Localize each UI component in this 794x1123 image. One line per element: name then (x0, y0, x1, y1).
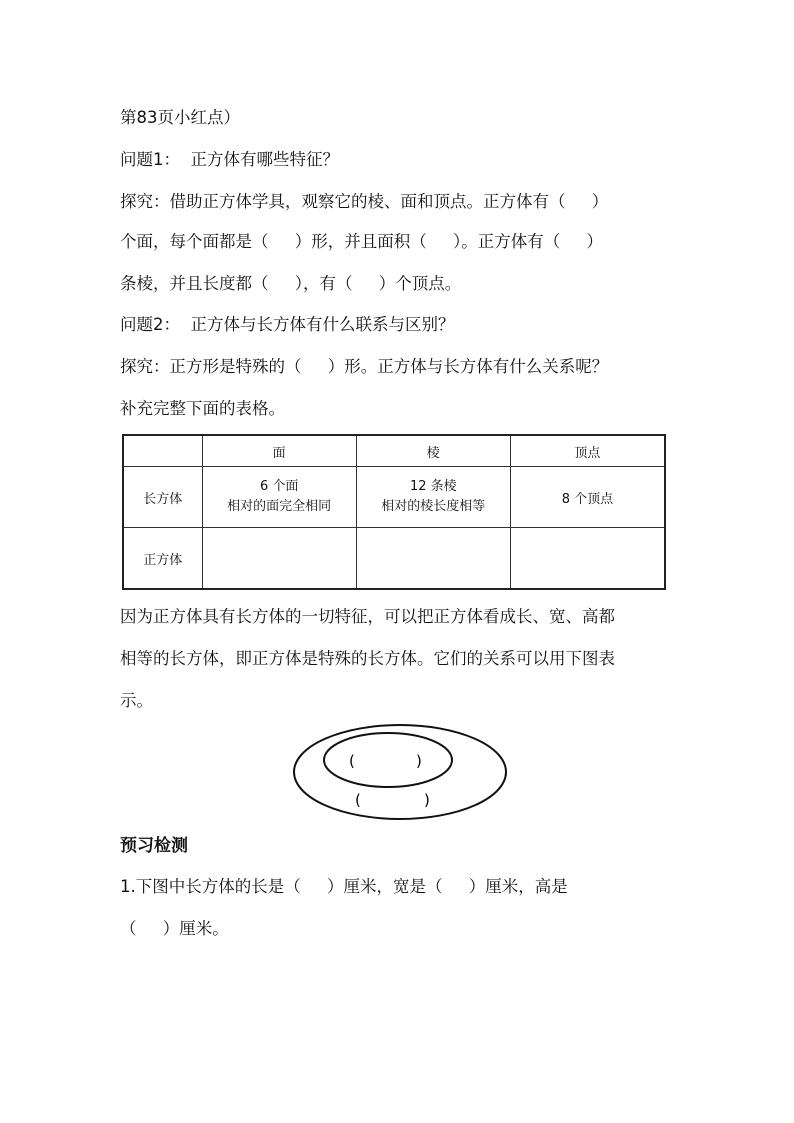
table-header-cell: 顶点 (510, 435, 665, 467)
table-cell (510, 528, 665, 590)
worksheet-header: 第83页小红点） (120, 108, 240, 127)
explanation-line-1: 因为正方体具有长方体的一切特征，可以把正方体看成长、宽、高都 (120, 607, 615, 626)
outer-paren-left: ( (355, 791, 361, 809)
table-cell: 8 个顶点 (510, 467, 665, 528)
exercise-1-line-2: （ ）厘米。 (120, 919, 229, 938)
inner-paren-right: ) (416, 752, 422, 770)
outer-ellipse (294, 725, 506, 819)
exercise-1-line-1: 1.下图中长方体的长是（ ）厘米，宽是（ ）厘米，高是 (120, 877, 568, 896)
table-header-cell: 棱 (356, 435, 510, 467)
table-cell (356, 467, 510, 528)
inner-paren-left: ( (349, 752, 355, 770)
inner-ellipse (324, 733, 452, 787)
outer-paren-right: ) (424, 791, 430, 809)
table-row (123, 467, 665, 528)
row-label: 正方体 (123, 528, 202, 590)
table-header-cell: 面 (202, 435, 356, 467)
explore-2-line-2: 补充完整下面的表格。 (120, 399, 285, 418)
cell-text: 6 个面 (259, 479, 299, 494)
explore-1-line-1: 探究：借助正方体学具，观察它的棱、面和顶点。正方体有（ ） (120, 192, 609, 211)
table-cell (202, 528, 356, 590)
table-cell (202, 467, 356, 528)
explore-2-line-1: 探究：正方形是特殊的（ ）形。正方体与长方体有什么关系呢？ (120, 357, 609, 376)
row-label: 长方体 (123, 467, 202, 528)
question-1: 问题1： 正方体有哪些特征？ (120, 150, 339, 169)
explanation-line-3: 示。 (120, 691, 153, 710)
section-title: 预习检测 (120, 836, 188, 856)
table-header-row (123, 435, 665, 467)
cell-text: 相对的面完全相同 (227, 499, 332, 514)
comparison-table (122, 434, 666, 590)
explanation-line-2: 相等的长方体，即正方体是特殊的长方体。它们的关系可以用下图表 (120, 649, 615, 668)
explore-1-line-3: 条棱，并且长度都（ ），有（ ）个顶点。 (120, 274, 462, 293)
cell-text: 12 条棱 (409, 479, 457, 494)
cell-text: 相对的棱长度相等 (381, 499, 486, 514)
table-row (123, 528, 665, 590)
explore-1-line-2: 个面，每个面都是（ ）形，并且面积（ ）。正方体有（ ） (120, 232, 603, 251)
question-2: 问题2： 正方体与长方体有什么联系与区别？ (120, 315, 455, 334)
table-header-cell (123, 435, 202, 467)
table-cell (356, 528, 510, 590)
relation-diagram (290, 720, 510, 824)
